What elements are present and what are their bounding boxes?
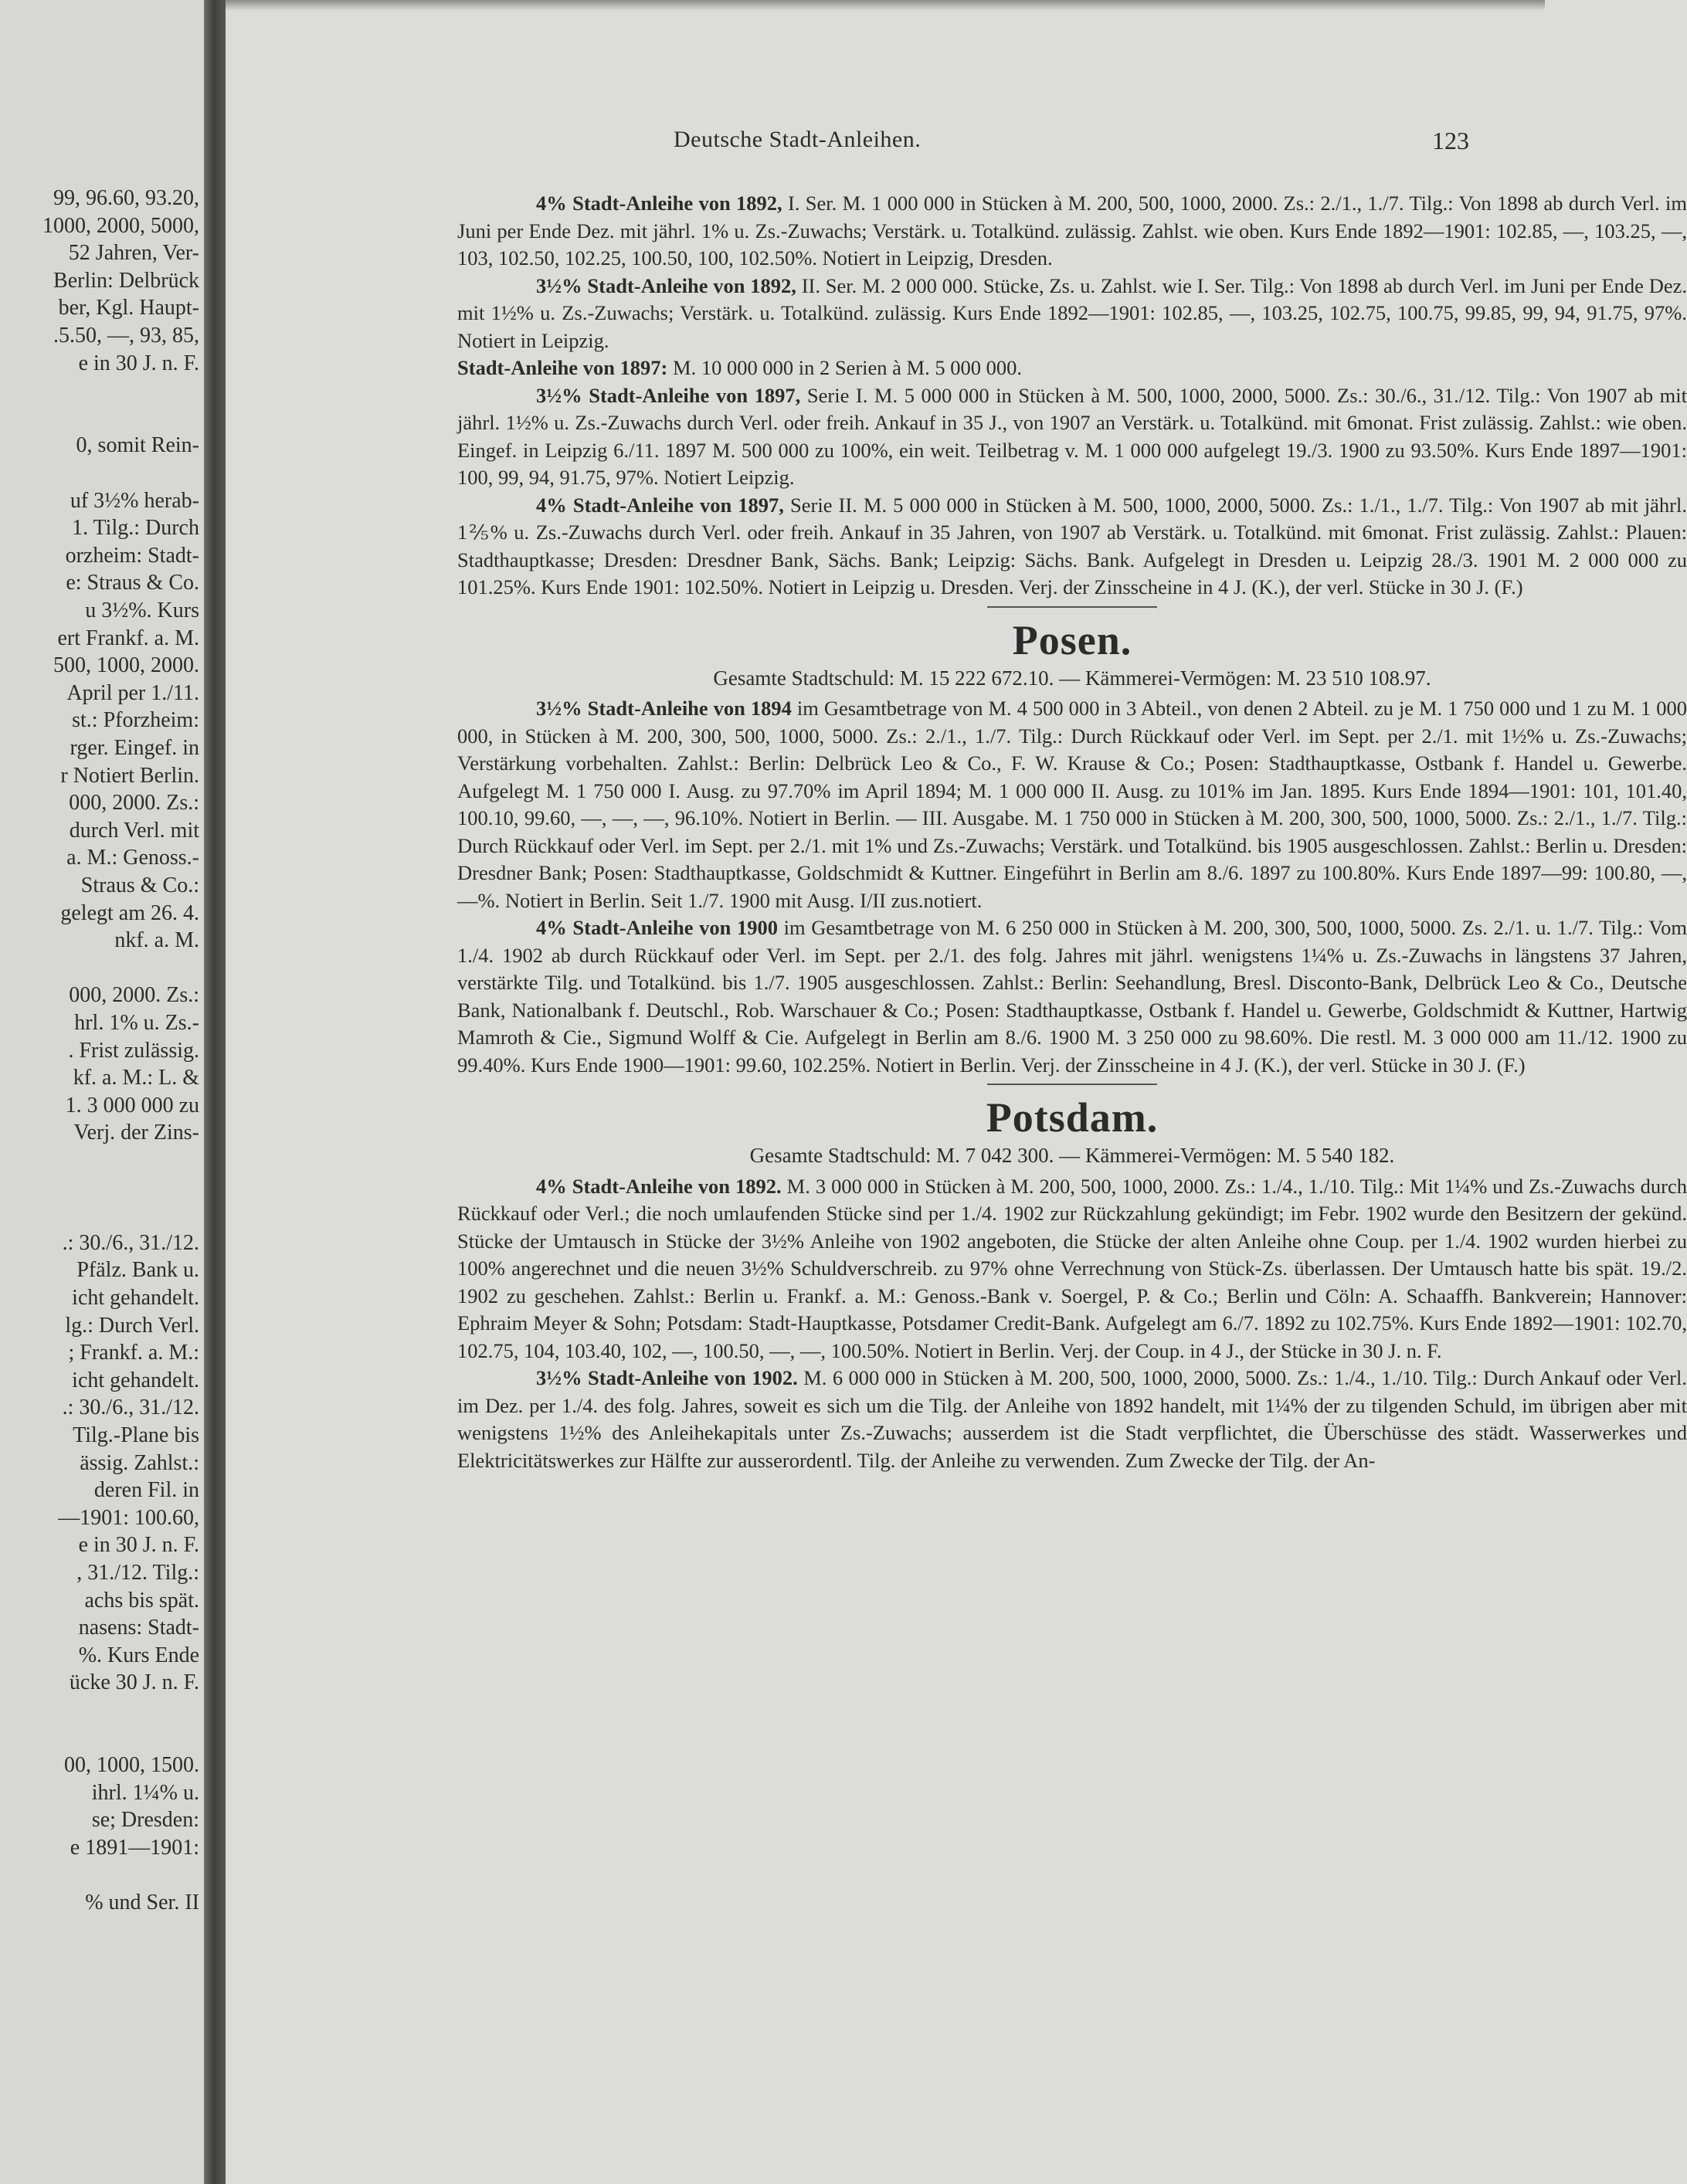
left-column-line: ber, Kgl. Haupt-: [58, 296, 199, 320]
loan-text: M. 3 000 000 in Stücken à M. 200, 500, 1000, 2000. Zs.: 1./4., 1./10. Tilg.: Mit 1¼% und Zs.-Zuwachs durch Rückkauf oder Verl.; die noch umlaufenden Stücke sind per 1./4. 1902 zur Rückzahlung gekündigt; im Febr. 1902 wurde den Besitzern der gekünd. Stücke der Umtausch in Stücke der 3½% Anleihe von 1902 angeboten, die Stücke der alten Anleihe ohne Coup. per 1./4. 1902 wurden hierbei zu 100% angerechnet und die neuen 3½% Schuldverschreib. zu 97% ohne Verrechnung von Stück-Zs. überlassen. Der Umtausch hatte bis spät. 19./2. 1902 zu geschehen. Zahlst.: Berlin u. Frankf. a. M.: Genoss.-Bank v. Soergel, P. & Co.; Berlin und Cöln: A. Schaaffh. Bankverein; Hannover: Ephraim Meyer & Sohn; Potsdam: Stadt-Hauptkasse, Potsdamer Credit-Bank. Aufgelegt am 6./7. 1892 zu 102.75%. Kurs Ende 1892—1901: 102.70, 102.75, 104, 103.40, 102, —, 100.50, —, —, 100.50%. Notiert in Berlin. Verj. der Coup. in 4 J., der Stücke in 30 J. n. F.: [457, 1174, 1687, 1362]
paragraph: [457, 273, 1687, 355]
left-column-line: ; Frankf. a. M.:: [68, 1341, 199, 1365]
paragraph: [457, 1365, 1687, 1474]
left-column-line: lg.: Durch Verl.: [65, 1313, 199, 1338]
left-column-line: Pfälz. Bank u.: [76, 1258, 199, 1283]
binding-gutter: [204, 0, 226, 2184]
running-title: Deutsche Stadt-Anleihen.: [674, 127, 922, 152]
section-pre: [457, 190, 1687, 602]
left-column-line: .: 30./6., 31./12.: [62, 1396, 199, 1420]
left-column-line: % und Ser. II: [85, 1891, 199, 1915]
loan-text: Serie II. M. 5 000 000 in Stücken à M. 500, 1000, 2000, 5000. Zs.: 1./1., 1./7. Tilg.: Von 1907 ab mit jährl. 1⅖% u. Zs.-Zuwachs durch Verl. oder freih. Ankauf in 35 Jahren, von 1907 ab Verstärk. u. Totalkünd. mit 6monat. Frist zulässig. Zahlst.: Plauen: Stadthauptkasse; Dresden: Dresdner Bank, Sächs. Bank; Leipzig: Sächs. Bank. Aufgelegt in Dresden u. Leipzig 28./3. 1901 M. 2 000 000 zu 101.25%. Kurs Ende 1901: 102.50%. Notiert in Leipzig u. Dresden. Verj. der Zinsscheine in 4 J. (K.), der verl. Stücke in 30 J. (F.): [457, 493, 1687, 599]
paragraph: [457, 1173, 1687, 1365]
loan-title: 4% Stadt-Anleihe von 1897,: [536, 493, 784, 517]
left-column-line: . Frist zulässig.: [68, 1038, 199, 1063]
paragraph: [457, 695, 1687, 914]
loan-title: 4% Stadt-Anleihe von 1892,: [536, 192, 782, 215]
page-number: 123: [1432, 127, 1469, 154]
paragraph: [457, 492, 1687, 602]
left-column-line: 99, 96.60, 93.20,: [53, 186, 199, 210]
debt-summary: Gesamte Stadtschuld: M. 7 042 300. — Kämmerei-Vermögen: M. 5 540 182.: [749, 1144, 1395, 1167]
section-divider: [987, 1084, 1157, 1085]
left-column-line: April per 1./11.: [66, 680, 199, 705]
paragraph: [457, 382, 1687, 492]
loan-text: im Gesamtbetrage von M. 4 500 000 in 3 Abteil., von denen 2 Abteil. zu je M. 1 750 000 und 1 zu M. 1 000 000, in Stücken à M. 200, 300, 500, 1000, 5000. Zs.: 2./1., 1./7. Tilg.: Durch Rückkauf oder Verl. im Sept. per 2./1. mit 1½% u. Zs.-Zuwachs; Verstärkung vorbehalten. Zahlst.: Berlin: Delbrück Leo & Co., F. W. Krause & Co.; Posen: Stadthauptkasse, Ostbank f. Handel u. Gewerbe. Aufgelegt M. 1 750 000 I. Ausg. zu 97.70% im April 1894; M. 1 000 000 II. Ausg. zu 101% im Jan. 1895. Kurs Ende 1894—1901: 101, 101.40, 100.10, 99.60, —, —, —, 96.10%. Notiert in Berlin. — III. Ausgabe. M. 1 750 000 in Stücken à M. 200, 300, 500, 1000, 5000. Zs.: 2./1., 1./7. Tilg.: Durch Rückkauf oder Verl. im Sept. per 2./1. mit 1% und Zs.-Zuwachs; Verstärk. und Totalkünd. bis 1905 ausgeschlossen. Zahlst.: Berlin u. Dresden: Dresdner Bank; Posen: Stadthauptkasse, Goldschmidt & Kuttner. Eingeführt in Berlin am 8./6. 1897 zu 100.80%. Kurs Ende 1897—99: 100.80, —, —%. Notiert in Berlin. Seit 1./7. 1900 mit Ausg. I/II zus.notiert.: [457, 697, 1687, 912]
paragraph: [457, 914, 1687, 1079]
left-column-line: orzheim: Stadt-: [65, 543, 199, 568]
left-column-line: , 31./12. Tilg.:: [76, 1561, 199, 1585]
loan-text: II. Ser. M. 2 000 000. Stücke, Zs. u. Zahlst. wie I. Ser. Tilg.: Von 1898 ab durch Verl. im Juni per Ende Dez. mit 1½% u. Zs.-Zuwachs; Verstärk. u. Totalkünd. zulässig. Kurs Ende 1892—1901: 102.85, —, 103.25, 102.75, 100.75, 99.85, 99, 94, 91.75, 97%. Notiert in Leipzig.: [457, 273, 1687, 352]
left-column-line: ihrl. 1¼% u.: [91, 1780, 199, 1805]
left-column-line: 1000, 2000, 5000,: [42, 213, 199, 238]
left-column-line: 1. 3 000 000 zu: [65, 1093, 199, 1117]
section-posen: [457, 616, 1687, 1080]
left-column-line: e: Straus & Co.: [66, 571, 199, 595]
left-column-line: ücke 30 J. n. F.: [69, 1670, 199, 1695]
left-column-line: hrl. 1% u. Zs.-: [74, 1011, 199, 1035]
paragraph: [457, 354, 1687, 382]
loan-text: im Gesamtbetrage von M. 6 250 000 in Stücken à M. 200, 300, 500, 1000, 5000. Zs. 2./1. u. 1./7. Tilg.: Vom 1./4. 1902 ab durch Rückkauf oder Verl. im Sept. per 2./1. des folg. Jahres mit jährl. wenigstens 1¼% u. Zs.-Zuwachs in längstens 37 Jahren, verstärkte Tilg. und Totalkünd. bis 1./7. 1905 ausgeschlossen. Zahlst.: Berlin: Seehandlung, Bresl. Disconto-Bank, Delbrück Leo & Co., Deutsche Bank, Nationalbank f. Deutschl., Rob. Warschauer & Co.; Posen: Stadthauptkasse, Ostbank f. Handel u. Gewerbe, Goldschmidt & Kuttner, Hartwig Mamroth & Cie., Sigmund Wolff & Cie. Aufgelegt in Berlin am 8./6. 1900 M. 3 250 000 zu 98.60%. Die restl. M. 3 000 000 am 11./12. 1900 zu 99.40%. Kurs Ende 1900—1901: 99.60, 102.25%. Notiert in Berlin. Verj. der Zinsscheine in 4 J. (K.), der verl. Stücke in 30 J. (F.): [457, 916, 1687, 1077]
loan-text: M. 6 000 000 in Stücken à M. 200, 500, 1000, 2000, 5000. Zs.: 1./4., 1./10. Tilg.: Durch Ankauf oder Verl. im Dez. per 1./4. des folg. Jahres, soweit es sich um die Tilg. der Anleihe von 1892 handelt, mit 1¼% der zu tilgenden Schuld, im übrigen aber mit wenigstens 1½% des Anleihekapitals unter Zs.-Zuwachs; ausserdem ist die Stadt verpflichtet, die Überschüsse des städt. Wasserwerkes und Elektricitätswerkes zur Hälfte zur ausserordentl. Tilg. der Anleihe zu verwenden. Zum Zwecke der Tilg. der An-: [457, 1366, 1687, 1472]
left-column-line: 000, 2000. Zs.:: [69, 983, 199, 1008]
left-column-line: r Notiert Berlin.: [60, 763, 199, 788]
loan-text: I. Ser. M. 1 000 000 in Stücken à M. 200, 500, 1000, 2000. Zs.: 2./1., 1./7. Tilg.: Von 1898 ab durch Verl. im Juni per Ende Dez. mit jährl. 1% u. Zs.-Zuwachs; Verstärk. u. Totalkünd. zulässig. Zahlst. wie oben. Kurs Ende 1892—1901: 102.85, —, 103.25, —, 103, 102.50, 102.25, 100.50, 100, 102.50%. Notiert in Leipzig, Dresden.: [457, 192, 1687, 270]
loan-title: Stadt-Anleihe von 1897:: [457, 356, 668, 379]
left-column-line: 52 Jahren, Ver-: [68, 241, 199, 266]
left-column-line: achs bis spät.: [84, 1588, 199, 1613]
debt-summary: Gesamte Stadtschuld: M. 15 222 672.10. — Kämmerei-Vermögen: M. 23 510 108.97.: [713, 666, 1431, 690]
left-column-line: st.: Pforzheim:: [72, 708, 199, 733]
loan-title: 3½% Stadt-Anleihe von 1894: [536, 697, 792, 720]
left-page-fragment: [0, 0, 204, 2184]
city-heading: Potsdam.: [986, 1094, 1159, 1141]
left-column-line: nkf. a. M.: [114, 928, 199, 953]
loan-text: Serie I. M. 5 000 000 in Stücken à M. 500, 1000, 2000, 5000. Zs.: 30./6., 31./12. Tilg.: Von 1907 ab mit jährl. 1½% u. Zs.-Zuwachs durch Verl. oder freih. Ankauf in 35 J., von 1907 an Verstärk. u. Totalkünd. mit 6monat. Frist zulässig. Zahlst.: wie oben. Eingef. in Leipzig 6./11. 1897 M. 500 000 zu 100%, ein weit. Teilbetrag v. M. 1 000 000 aufgelegt 19./3. 1900 zu 93.50%. Kurs Ende 1897—1901: 100, 99, 94, 91.75, 97%. Notiert Leipzig.: [457, 383, 1687, 489]
left-column-line: nasens: Stadt-: [78, 1616, 199, 1640]
left-column-line: 00, 1000, 1500.: [64, 1753, 199, 1778]
page-header: [450, 127, 1469, 158]
left-column-line: rger. Eingef. in: [70, 736, 199, 760]
left-column-line: .: 30./6., 31./12.: [62, 1230, 199, 1255]
left-column-line: .5.50, —, 93, 85,: [53, 324, 199, 348]
left-column-line: kf. a. M.: L. &: [73, 1066, 199, 1090]
left-column-line: Tilg.-Plane bis: [73, 1423, 199, 1447]
left-column-line: Straus & Co.:: [80, 873, 199, 897]
left-column-line: ert Frankf. a. M.: [57, 626, 199, 650]
body-text: [457, 190, 1687, 1474]
left-column-line: e 1891—1901:: [70, 1836, 199, 1860]
loan-title: 3½% Stadt-Anleihe von 1892,: [536, 273, 796, 297]
left-column-line: a. M.: Genoss.-: [66, 846, 199, 870]
left-column-line: icht gehandelt.: [72, 1368, 199, 1392]
left-column-line: icht gehandelt.: [72, 1286, 199, 1310]
loan-text: M. 10 000 000 in 2 Serien à M. 5 000 000.: [667, 356, 1022, 379]
left-column-line: —1901: 100.60,: [58, 1505, 199, 1530]
paragraph: [457, 190, 1687, 273]
section-potsdam: [457, 1093, 1687, 1474]
left-column-line: 000, 2000. Zs.:: [69, 791, 199, 816]
loan-title: 3½% Stadt-Anleihe von 1897,: [536, 383, 801, 407]
page-top-shadow: [226, 0, 1545, 11]
left-column-line: e in 30 J. n. F.: [78, 351, 199, 375]
loan-title: 4% Stadt-Anleihe von 1892.: [536, 1174, 782, 1198]
main-page: [226, 11, 1687, 2184]
left-column-line: ässig. Zahlst.:: [80, 1450, 199, 1475]
loan-title: 4% Stadt-Anleihe von 1900: [536, 916, 778, 939]
left-column-line: Berlin: Delbrück: [53, 268, 199, 293]
left-column-line: u 3½%. Kurs: [85, 599, 199, 622]
left-column-line: 500, 1000, 2000.: [53, 653, 199, 678]
left-column-line: deren Fil. in: [93, 1478, 199, 1503]
left-column-line: Verj. der Zins-: [73, 1121, 199, 1145]
left-column-line: 0, somit Rein-: [76, 433, 199, 458]
left-column-line: 1. Tilg.: Durch: [72, 516, 199, 541]
left-column-line: uf 3½% herab-: [70, 488, 199, 513]
loan-title: 3½% Stadt-Anleihe von 1902.: [536, 1366, 798, 1389]
left-column-line: se; Dresden:: [91, 1808, 199, 1833]
section-divider: [987, 606, 1157, 608]
left-column-line: %. Kurs Ende: [78, 1643, 199, 1667]
left-column-line: durch Verl. mit: [69, 818, 199, 843]
city-heading: Posen.: [1012, 616, 1132, 663]
left-column-line: e in 30 J. n. F.: [78, 1533, 199, 1558]
left-column-line: gelegt am 26. 4.: [60, 900, 199, 925]
